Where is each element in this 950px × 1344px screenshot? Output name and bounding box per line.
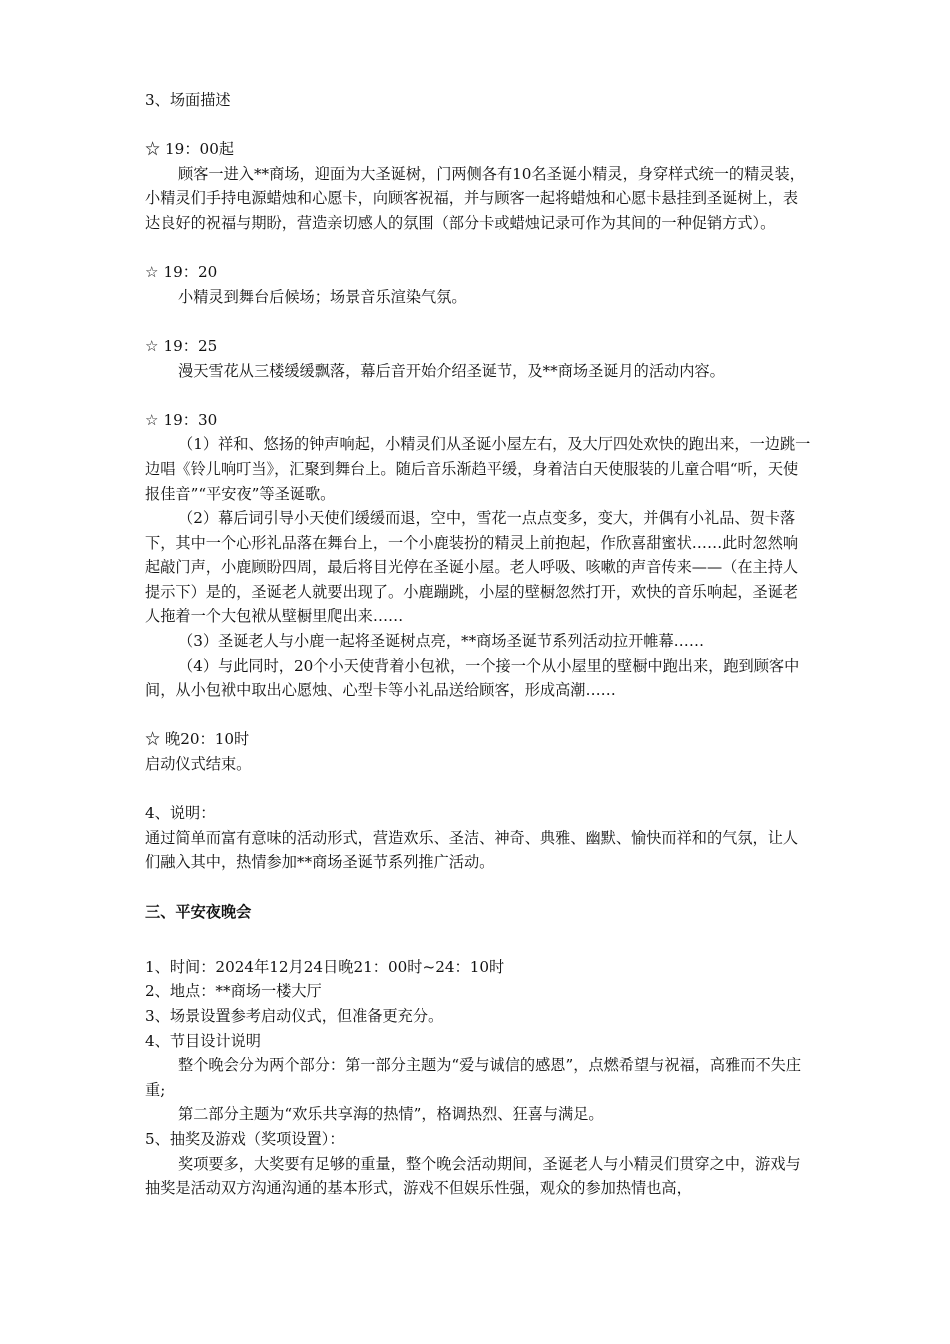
event-location-line: 2、地点：**商场一楼大厅 [145,982,322,1001]
time-1920: ☆ 19：20 [145,263,218,282]
paragraph-1920: 小精灵到舞台后候场；场景音乐渲染气氛。 [178,287,467,306]
time-2010: ☆ 晚20：10时 [145,730,250,749]
scene-setting-line: 3、场景设置参考启动仪式，但准备更充分。 [145,1006,444,1025]
section-4-text: 通过简单而富有意味的活动形式，营造欢乐、圣洁、神奇、典雅、幽默、愉快而祥和的气氛，让人们融入其中，热情参加**商场圣诞节系列推广活动。 [145,828,799,872]
section-3-title: 3、场面描述 [145,91,231,109]
program-design-title: 4、节目设计说明 [145,1031,261,1050]
time-1925: ☆ 19：25 [145,336,218,355]
list-item-1: （1）祥和、悠扬的钟声响起，小精灵们从圣诞小屋左右，及大厅四处欢快的跑出来，一边跳一边唱《铃儿响叮当》，汇聚到舞台上。随后音乐渐趋平缓，身着洁白天使服装的儿童合唱“听，天使报佳音”“平安夜”等圣诞歌。 [145,435,811,503]
list-item-2: （2）幕后词引导小天使们缓缓而退，空中，雪花一点点变多，变大，并偶有小礼品、贺卡落下，其中一个心形礼品落在舞台上，一个小鹿装扮的精灵上前抱起，作欣喜甜蜜状……此时忽然响起敲门声，小鹿顾盼四周，最后将目光停在圣诞小屋。老人呼吸、咳嗽的声音传来——（在主持人提示下）是的，圣诞老人就要出现了。小鹿蹦跳，小屋的壁橱忽然打开，欢快的音乐响起，圣诞老人拖着一个大包袱从壁橱里爬出来…… [145,509,799,626]
list-item-4: （4）与此同时，20个小天使背着小包袱，一个接一个从小屋里的壁橱中跑出来，跑到顾客中间，从小包袱中取出心愿烛、心型卡等小礼品送给顾客，形成高潮…… [145,656,800,700]
list-item-3: （3）圣诞老人与小鹿一起将圣诞树点亮，**商场圣诞节系列活动拉开帷幕…… [178,632,705,651]
time-1900: ☆ 19：00起 [145,140,235,159]
paragraph-2010: 启动仪式结束。 [145,755,252,774]
event-time-line: 1、时间：2024年12月24日晚21：00时~24：10时 [145,957,505,976]
time-1930: ☆ 19：30 [145,410,218,429]
lottery-games-title: 5、抽奖及游戏（奖项设置）： [145,1129,345,1148]
paragraph-1925: 漫天雪花从三楼缓缓飘落，幕后音开始介绍圣诞节，及**商场圣诞月的活动内容。 [178,361,725,380]
program-design-part-1: 整个晚会分为两个部分：第一部分主题为“爱与诚信的感恩”，点燃希望与祝福，高雅而不失庄重; [145,1056,802,1099]
part-3-heading: 三、平安夜晚会 [145,902,252,921]
program-design-part-2: 第二部分主题为“欢乐共享海的热情”，格调热烈、狂喜与满足。 [178,1105,604,1124]
section-4-title: 4、说明： [145,804,216,823]
prize-paragraph: 奖项要多，大奖要有足够的重量，整个晚会活动期间，圣诞老人与小精灵们贯穿之中，游戏与抽奖是活动双方沟通沟通的基本形式，游戏不但娱乐性强，观众的参加热情也高， [145,1154,801,1198]
paragraph-1900: 顾客一进入**商场，迎面为大圣诞树，门两侧各有10名圣诞小精灵，身穿样式统一的精灵装，小精灵们手持电源蜡烛和心愿卡，向顾客祝福，并与顾客一起将蜡烛和心愿卡悬挂到圣诞树上，表达良好的祝福与期盼，营造亲切感人的氛围（部分卡或蜡烛记录可作为其间的一种促销方式）。 [145,164,805,232]
document-page [145,88,813,1201]
